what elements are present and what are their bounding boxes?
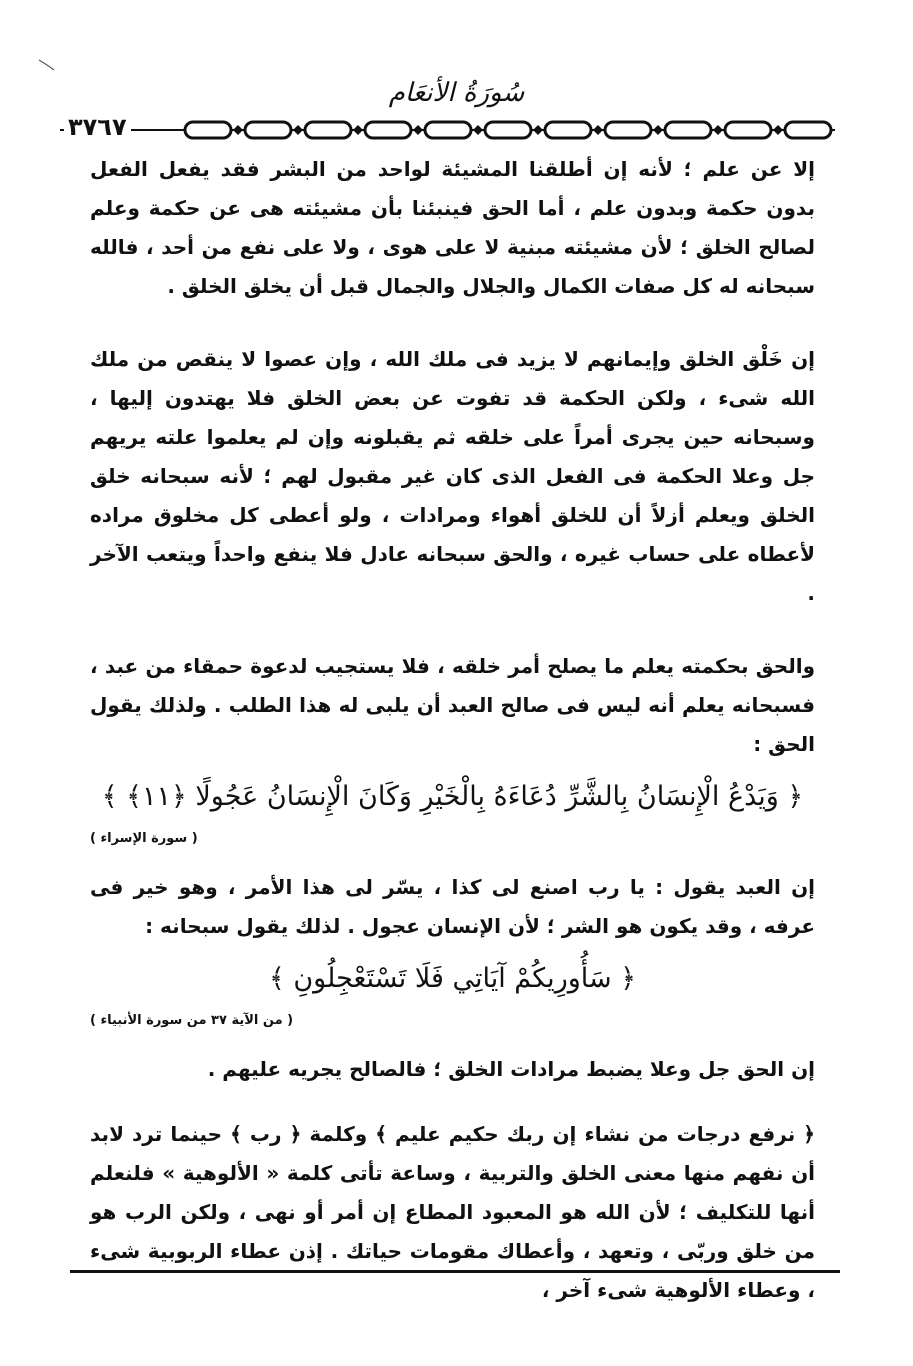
verse-source-1: ( سورة الإسراء ) (90, 831, 198, 846)
quran-verse-1: ﴿ وَيَدْعُ الْإِنسَانُ بِالشَّرِّ دُعَاءَهُ بِالْخَيْرِ وَكَانَ الْإِنسَانُ عَجُولًا ﴿١١﴾ ﴾ (101, 781, 804, 812)
page-number: ٣٧٦٧ (64, 113, 131, 141)
verse-source-2: ( من الآية ٣٧ من سورة الأنبياء ) (90, 1013, 294, 1028)
ornamental-border (60, 116, 835, 144)
paragraph-4: إن العبد يقول : يا رب اصنع لى كذا ، يسّر لى هذا الأمر ، وهو خير فى عرفه ، وقد يكون هو الشر ؛ لأن الإنسان عجول . لذلك يقول سبحانه : (90, 875, 815, 938)
surah-title: سُورَةُ الأنعَام (388, 78, 525, 108)
quran-verse-2: ﴿ سَأُورِيكُمْ آيَاتِي فَلَا تَسْتَعْجِلُونِ ﴾ (268, 963, 637, 994)
paragraph-1: إلا عن علم ؛ لأنه إن أطلقنا المشيئة لواحد من البشر فقد يفعل الفعل بدون حكمة وبدون علم ، أما الحق فينبئنا بأن مشيئته هى عن حكمة وعلم لصالح الخلق ؛ لأن مشيئته مبنية لا على هوى ، ولا على نفع من أحد ، فالله سبحانه له كل صفات الكمال والجلال والجمال قبل أن يخلق الخلق . (90, 157, 815, 298)
paragraph-2: إن خَلْق الخلق وإيمانهم لا يزيد فى ملك الله ، وإن عصوا لا ينقص من ملك الله شىء ، ولكن الحكمة قد تفوت عن بعض الخلق فلا يهتدون إليها ، وسبحانه حين يجرى أمراً على خلقه ثم يقبلونه وإن لم يعلموا علته يريهم جل وعلا الحكمة فى الفعل الذى كان غير مقبول لهم ؛ لأنه سبحانه خلق الخلق ويعلم أزلاً أن للخلق أهواء ومرادات ، ولو أعطى كل مخلوق مراده لأعطاه على حساب غيره ، والحق سبحانه عادل فلا ينفع واحداً ويتعب الآخر . (90, 347, 815, 605)
footer-rule (70, 1270, 840, 1273)
corner-mark (38, 58, 56, 72)
page-body (90, 150, 815, 1310)
paragraph-5: إن الحق جل وعلا يضبط مرادات الخلق ؛ فالصالح يجريه عليهم . (207, 1057, 815, 1081)
paragraph-3: والحق بحكمته يعلم ما يصلح أمر خلقه ، فلا يستجيب لدعوة حمقاء من عبد ، فسبحانه يعلم أنه ليس فى صالح العبد أن يلبى له هذا الطلب . ولذلك يقول الحق : (90, 654, 815, 756)
paragraph-6: ﴿ نرفع درجات من نشاء إن ربك حكيم عليم ﴾ وكلمة ﴿ رب ﴾ حينما ترد لابد أن نفهم منها معنى الخلق والتربية ، وساعة تأتى كلمة « الألوهية » فلنعلم أنها للتكليف ؛ لأن الله هو المعبود المطاع إن أمر أو نهى ، ولكن الرب هو من خلق وربّى ، وتعهد ، وأعطاك مقومات حياتك . إذن عطاء الربوبية شىء ، وعطاء الألوهية شىء آخر ، (90, 1122, 815, 1302)
